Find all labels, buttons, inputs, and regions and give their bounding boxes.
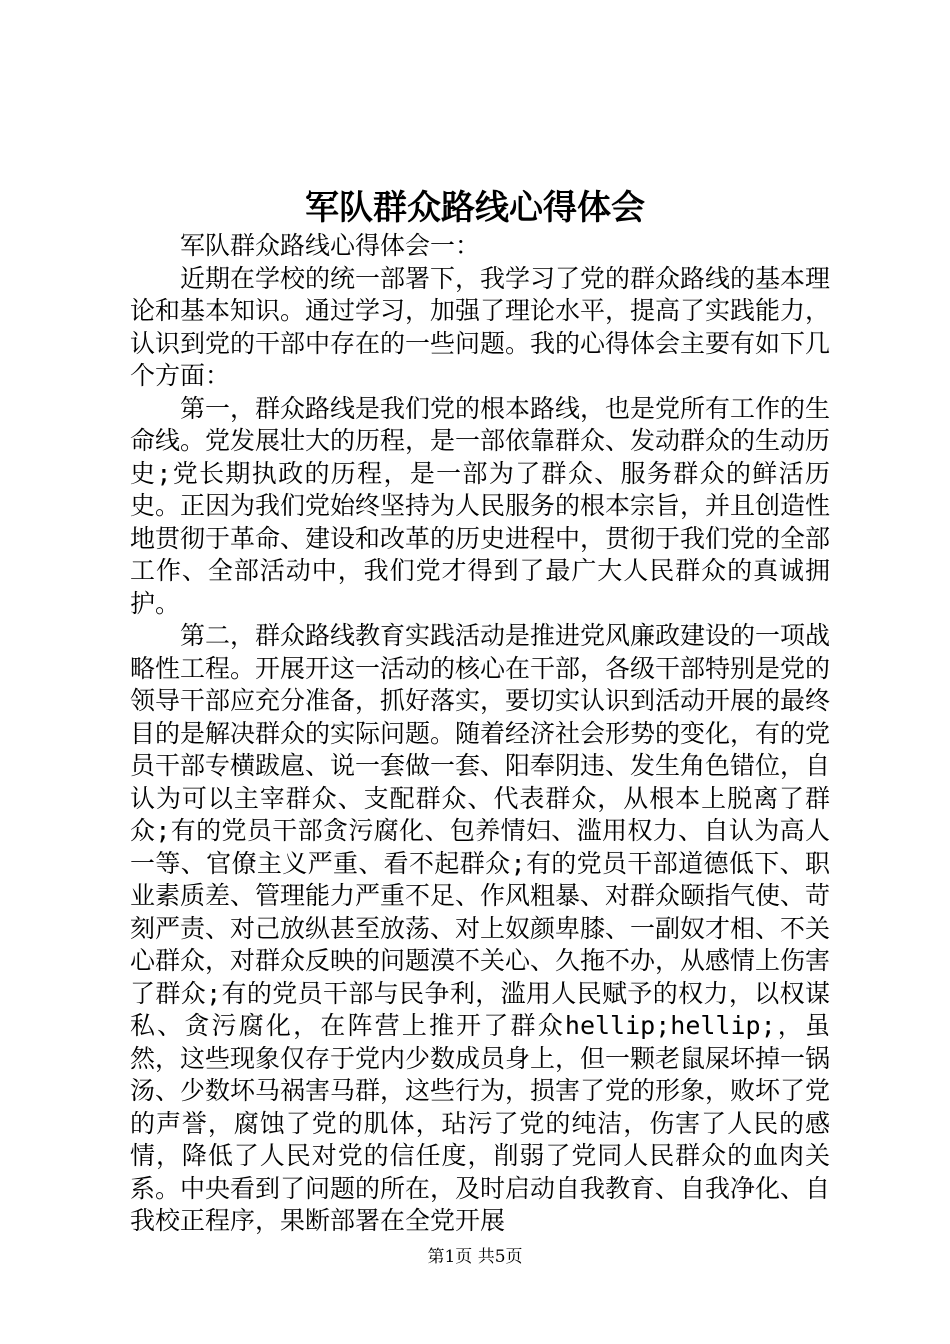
paragraph-intro: 近期在学校的统一部署下，我学习了党的群众路线的基本理论和基本知识。通过学习，加强了理论水平，提高了实践能力，认识到党的干部中存在的一些问题。我的心得体会主要有如下几个方面： [130, 263, 831, 390]
page-number-footer: 第1页 共5页 [427, 1247, 523, 1267]
paragraph-point-one: 第一，群众路线是我们党的根本路线，也是党所有工作的生命线。党发展壮大的历程，是一部依靠群众、发动群众的生动历史;党长期执政的历程，是一部为了群众、服务群众的鲜活历史。正因为我们党始终坚持为人民服务的根本宗旨，并且创造性地贯彻于革命、建设和改革的历史进程中，贯彻于我们党的全部工作、全部活动中，我们党才得到了最广大人民群众的真诚拥护。 [130, 393, 831, 618]
document-body [130, 230, 830, 1238]
paragraph-section-heading: 军队群众路线心得体会一： [180, 231, 481, 260]
paragraph-point-two: 第二，群众路线教育实践活动是推进党风廉政建设的一项战略性工程。开展开这一活动的核心在干部，各级干部特别是党的领导干部应充分准备，抓好落实，要切实认识到活动开展的最终目的是解决群众的实际问题。随着经济社会形势的变化，有的党员干部专横跋扈、说一套做一套、阳奉阴违、发生角色错位，自认为可以主宰群众、支配群众、代表群众，从根本上脱离了群众;有的党员干部贪污腐化、包养情妇、滥用权力、自认为高人一等、官僚主义严重、看不起群众;有的党员干部道德低下、职业素质差、管理能力严重不足、作风粗暴、对群众颐指气使、苛刻严责、对己放纵甚至放荡、对上奴颜卑膝、一副奴才相、不关心群众，对群众反映的问题漠不关心、久拖不办，从感情上伤害了群众;有的党员干部与民争利，滥用人民赋予的权力，以权谋私、贪污腐化，在阵营上推开了群众hellip;hellip;，虽然，这些现象仅存于党内少数成员身上，但一颗老鼠屎坏掉一锅汤、少数坏马祸害马群，这些行为，损害了党的形象，败坏了党的声誉，腐蚀了党的肌体，玷污了党的纯洁，伤害了人民的感情，降低了人民对党的信任度，削弱了党同人民群众的血肉关系。中央看到了问题的所在，及时启动自我教育、自我净化、自我校正程序，果断部署在全党开展 [130, 621, 831, 1235]
document-title: 军队群众路线心得体会 [305, 188, 645, 228]
